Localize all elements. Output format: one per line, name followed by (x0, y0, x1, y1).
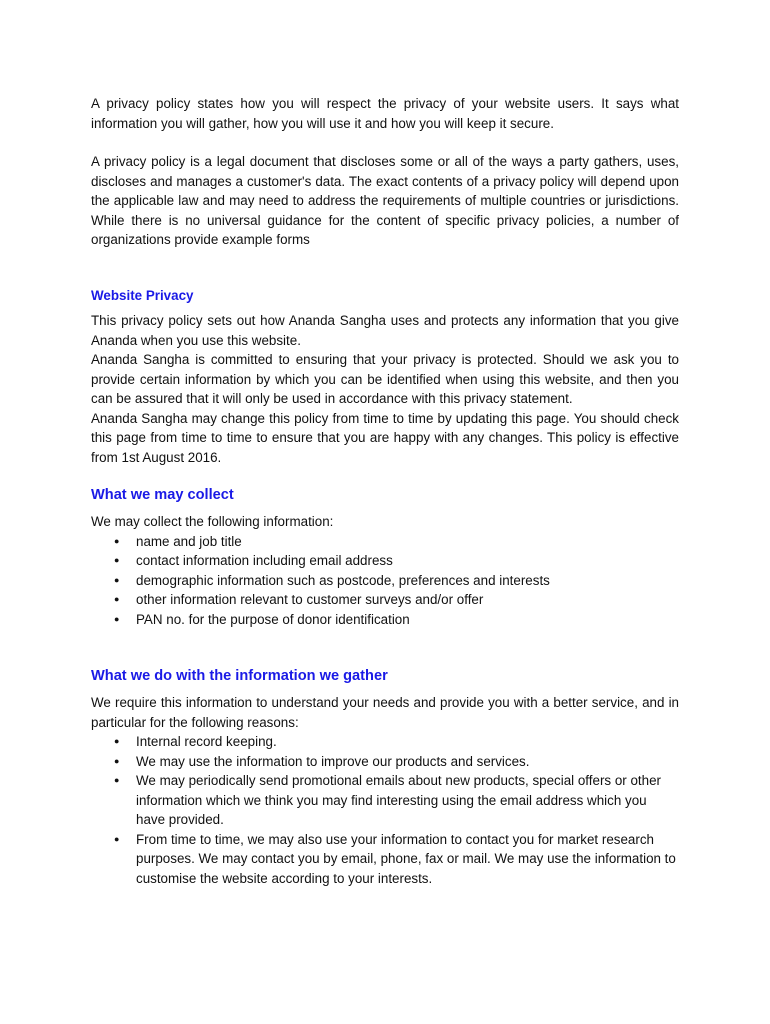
what-we-collect-heading: What we may collect (91, 487, 234, 503)
document-page (91, 94, 679, 888)
bullet-icon: ● (114, 594, 120, 604)
website-privacy-heading: Website Privacy (91, 287, 194, 303)
intro-paragraph-2: A privacy policy is a legal document that discloses some or all of the ways a party gathers, uses, discloses and manages a customer's data. The exact contents of a privacy policy will depend upon the applicable law and may need to address the requirements of multiple countries or jurisdictions. While there is no universal guidance for the content of specific privacy policies, a number of organizations provide example forms (91, 154, 679, 247)
list-item: ● demographic information such as postcode, preferences and interests (91, 571, 679, 591)
what-we-collect-lead: We may collect the following information: (91, 514, 334, 529)
list-item: ● We may use the information to improve our products and services. (91, 752, 679, 772)
website-privacy-paragraph-2: Ananda Sangha is committed to ensuring that your privacy is protected. Should we ask you to provide certain information by which you can be identified when using this website, and then you can be assured that it will only be used in accordance with this privacy statement. (91, 352, 679, 406)
what-we-collect-section (91, 485, 679, 629)
bullet-icon: ● (114, 555, 120, 565)
intro-paragraph-1: A privacy policy states how you will respect the privacy of your website users. It says what information you will gather, how you will use it and how you will keep it secure. (91, 96, 679, 131)
list-item: ● Internal record keeping. (91, 732, 679, 752)
bullet-icon: ● (114, 613, 120, 624)
bullet-icon: ● (114, 535, 120, 546)
what-we-do-section (91, 666, 679, 888)
list-item: ● From time to time, we may also use your information to contact you for market research purposes. We may contact you by email, phone, fax or mail. We may use the information to customise the website according to your interests. (114, 831, 676, 886)
bullet-icon: ● (114, 775, 120, 785)
collect-list (91, 532, 679, 630)
website-privacy-paragraph-3: Ananda Sangha may change this policy from time to time by updating this page. You should check this page from time to time to ensure that you are happy with any changes. This policy is effective from 1st August 2016. (91, 410, 679, 465)
website-privacy-paragraph-1: This privacy policy sets out how Ananda Sangha uses and protects any information that you give Ananda when you use this website. (91, 313, 679, 348)
what-we-do-lead: We require this information to understand your needs and provide you with a better service, and in particular for the following reasons: (91, 695, 679, 730)
list-item: ● other information relevant to customer surveys and/or offer (91, 590, 679, 610)
use-list (91, 732, 679, 888)
bullet-icon: ● (114, 755, 120, 766)
bullet-icon: ● (114, 736, 120, 746)
list-item: ● PAN no. for the purpose of donor identification (91, 610, 679, 630)
what-we-do-heading: What we do with the information we gather (91, 668, 388, 684)
bullet-icon: ● (114, 574, 120, 585)
bullet-icon: ● (114, 833, 120, 844)
website-privacy-section (91, 286, 679, 468)
list-item: ● name and job title (91, 532, 679, 552)
list-item: ● We may periodically send promotional emails about new products, special offers or other information which we think you may find interesting using the email address which you have provided. (114, 773, 661, 827)
list-item: ● contact information including email address (91, 551, 679, 571)
